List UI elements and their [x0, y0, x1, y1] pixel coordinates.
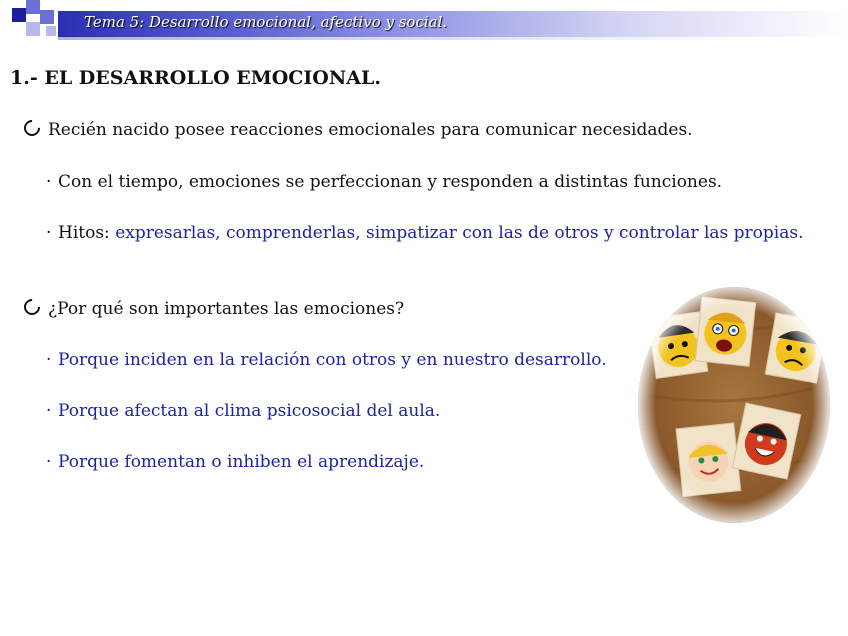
dot-bullet-icon: ·: [46, 223, 52, 243]
decor-square: [40, 10, 54, 24]
dot-bullet-icon: ·: [46, 172, 52, 192]
header-band-edge: [58, 36, 848, 40]
decor-square: [12, 8, 26, 22]
bullet-text: ¿Por qué son importantes las emociones?: [48, 299, 405, 319]
dot-bullet-icon: ·: [46, 350, 52, 370]
reason-text: Porque fomentan o inhiben el aprendizaje.: [58, 452, 425, 472]
slide-topic-title: Tema 5: Desarrollo emocional, afectivo y social.: [84, 13, 448, 31]
sub-item-milestones: [46, 223, 804, 243]
milestones-label: Hitos:: [58, 223, 110, 243]
reason-item: [46, 401, 440, 421]
ring-bullet-icon: [21, 117, 44, 140]
decor-square: [46, 26, 56, 36]
ring-bullet-icon: [21, 296, 44, 319]
dot-bullet-icon: ·: [46, 401, 52, 421]
bullet-item-newborn: [24, 120, 693, 140]
decor-square: [26, 0, 40, 14]
bullet-item-importance: [24, 299, 404, 319]
milestones-value: expresarlas, comprenderlas, simpatizar con las de otros y controlar las propias.: [115, 223, 804, 243]
emotion-faces-illustration: [636, 283, 832, 527]
reason-text: Porque afectan al clima psicosocial del aula.: [58, 401, 441, 421]
reason-item: [46, 350, 607, 370]
sub-item-text: Con el tiempo, emociones se perfeccionan y responden a distintas funciones.: [58, 172, 723, 192]
decor-square: [26, 22, 40, 36]
section-heading: 1.- EL DESARROLLO EMOCIONAL.: [10, 67, 381, 89]
bullet-text: Recién nacido posee reacciones emocionales para comunicar necesidades.: [48, 120, 693, 140]
reason-item: [46, 452, 424, 472]
slide-header: [0, 0, 848, 40]
dot-bullet-icon: ·: [46, 452, 52, 472]
sub-item-emotions-perfect: [46, 172, 722, 192]
reason-text: Porque inciden en la relación con otros y en nuestro desarrollo.: [58, 350, 607, 370]
